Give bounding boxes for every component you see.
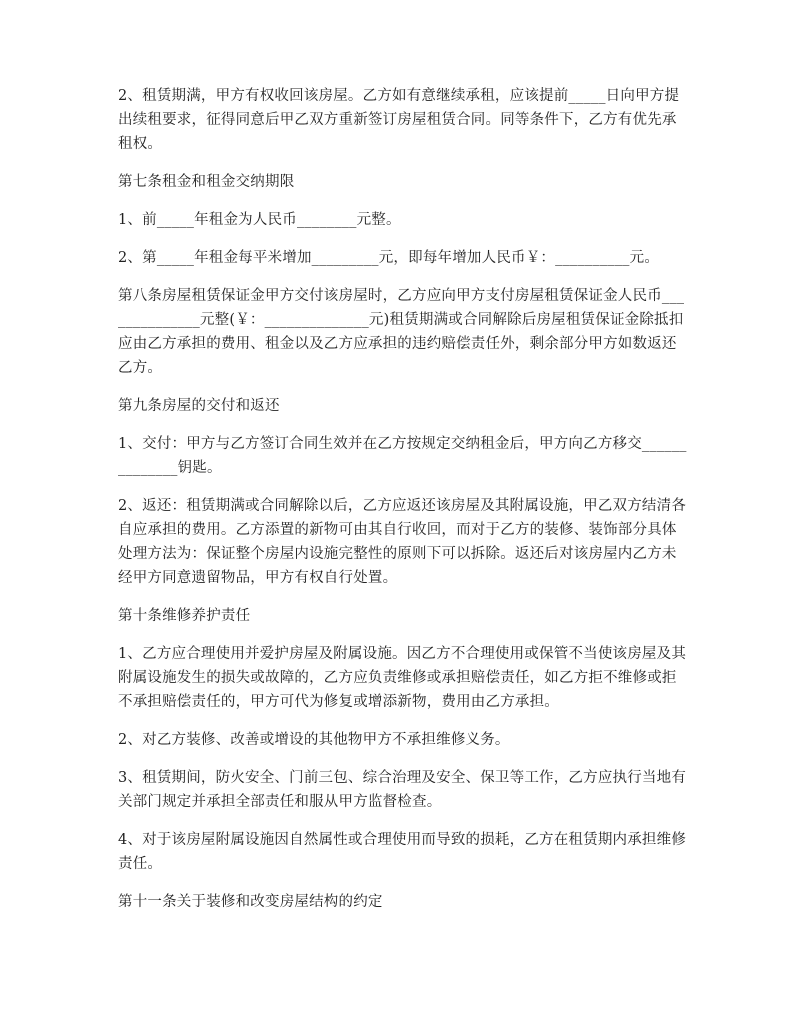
rent-increase-paragraph: 2、第_____年租金每平米增加_________元，即每年增加人民币￥：__________元。 — [118, 250, 660, 266]
article-9-heading: 第九条房屋的交付和返还 — [118, 398, 280, 414]
delivery-paragraph: 1、交付：甲方与乙方签订合同生效并在乙方按规定交纳租金后，甲方向乙方移交______________钥匙。 — [118, 436, 687, 476]
maintenance-paragraph-1: 1、乙方应合理使用并爱护房屋及附属设施。因乙方不合理使用或保管不当使该房屋及其附属设施发生的损失或故障的，乙方应负责维修或承担赔偿责任，如乙方拒不维修或拒不承担赔偿责任的，甲方可代为修复或增添新物，费用由乙方承担。 — [118, 646, 687, 710]
maintenance-paragraph-3: 3、租赁期间，防火安全、门前三包、综合治理及安全、保卫等工作，乙方应执行当地有关部门规定并承担全部责任和服从甲方监督检查。 — [118, 770, 687, 810]
document-page — [118, 84, 688, 928]
maintenance-paragraph-4: 4、对于该房屋附属设施因自然属性或合理使用而导致的损耗，乙方在租赁期内承担维修责任。 — [118, 832, 687, 872]
clause-renewal-paragraph: 2、租赁期满，甲方有权收回该房屋。乙方如有意继续承租，应该提前_____日向甲方提出续租要求，征得同意后甲乙双方重新签订房屋租赁合同。同等条件下，乙方有优先承租权。 — [118, 88, 680, 152]
return-paragraph: 2、返还：租赁期满或合同解除以后，乙方应返还该房屋及其附属设施，甲乙双方结清各自应承担的费用。乙方添置的新物可由其自行收回，而对于乙方的装修、装饰部分具体处理方法为：保证整个房屋内设施完整性的原则下可以拆除。返还后对该房屋内乙方未经甲方同意遗留物品，甲方有权自行处置。 — [118, 498, 687, 586]
article-11-heading: 第十一条关于装修和改变房屋结构的约定 — [118, 894, 383, 910]
article-8-deposit-paragraph: 第八条房屋租赁保证金甲方交付该房屋时，乙方应向甲方支付房屋租赁保证金人民币______________元整(￥：______________元)租赁期满或合同解除后房屋租赁保证金除抵扣应由乙方承担的费用、租金以及乙方应承担的违约赔偿责任外，剩余部分甲方如数返还乙方。 — [118, 288, 685, 376]
rent-first-years-paragraph: 1、前_____年租金为人民币________元整。 — [118, 212, 401, 228]
maintenance-paragraph-2: 2、对乙方装修、改善或增设的其他物甲方不承担维修义务。 — [118, 732, 510, 748]
article-7-heading: 第七条租金和租金交纳期限 — [118, 174, 295, 190]
article-10-heading: 第十条维修养护责任 — [118, 608, 251, 624]
